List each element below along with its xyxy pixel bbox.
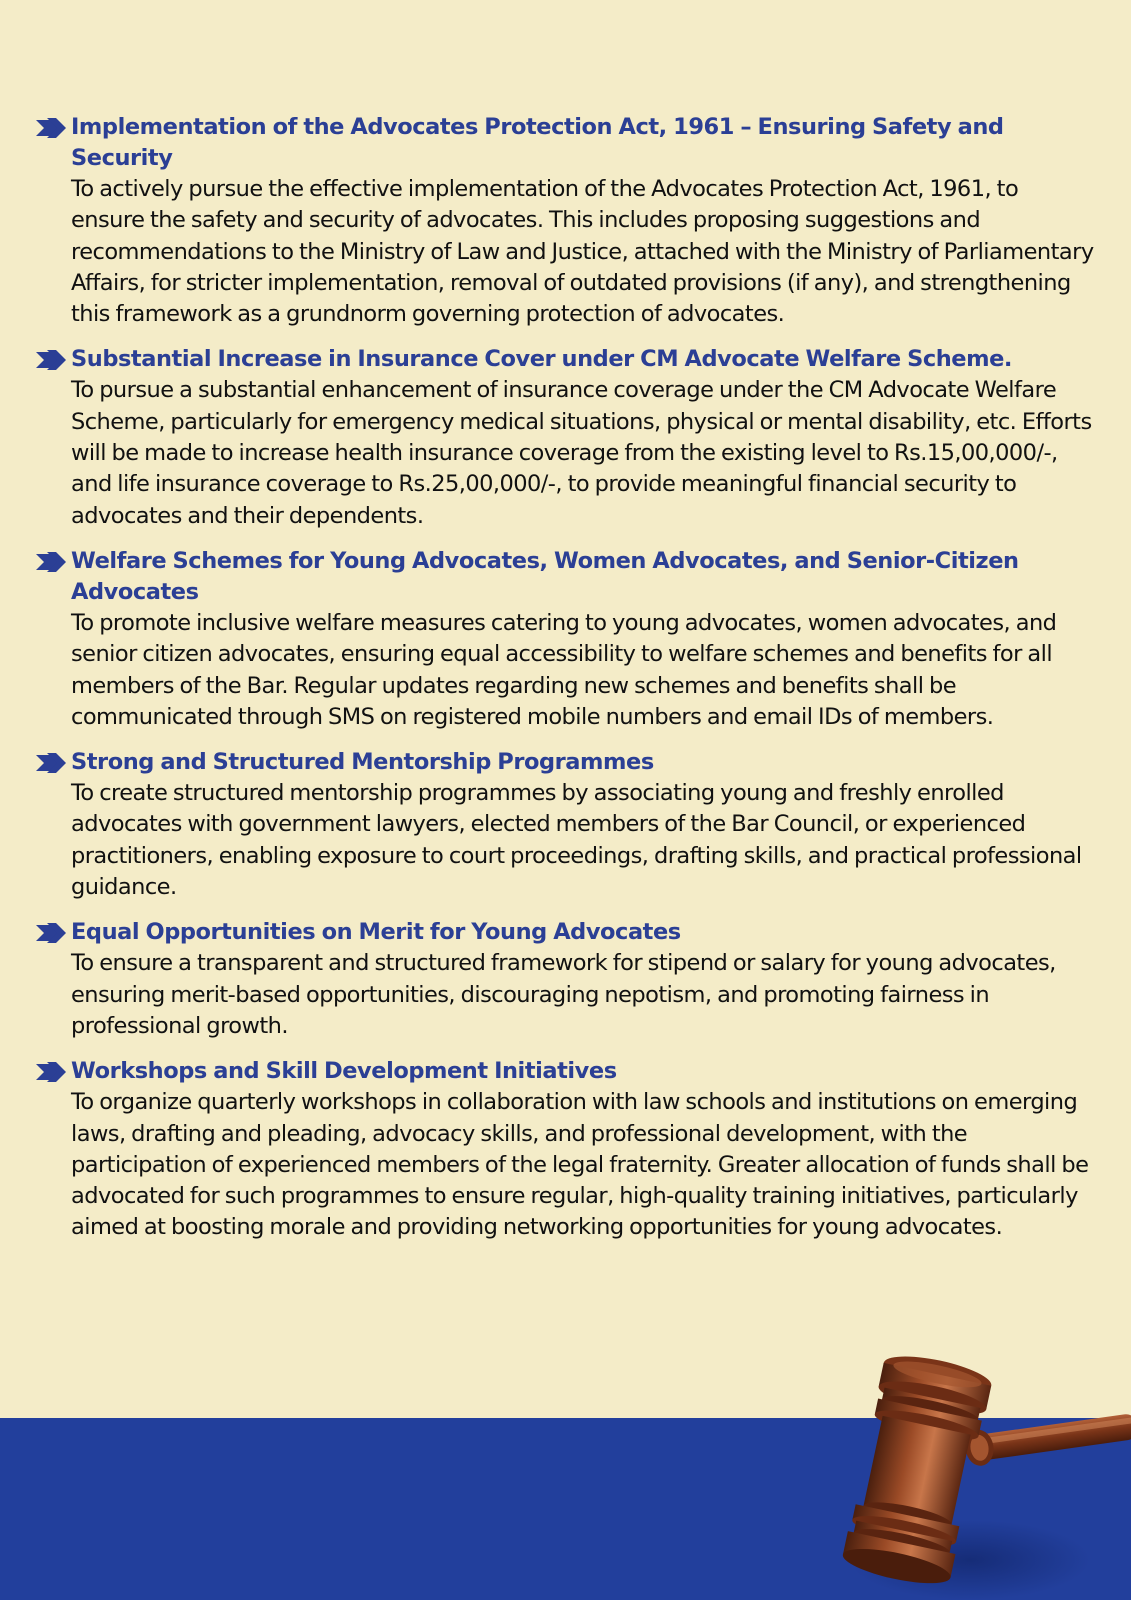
- chevron-bullet-icon: [36, 753, 66, 773]
- section-heading: Equal Opportunities on Merit for Young Advocates: [71, 919, 681, 946]
- chevron-bullet-icon: [36, 1062, 66, 1082]
- section-insurance-cover: [36, 344, 1096, 531]
- chevron-bullet-icon: [36, 118, 66, 138]
- section-mentorship: [36, 747, 1096, 903]
- section-heading: Workshops and Skill Development Initiatives: [71, 1058, 617, 1085]
- section-heading: Strong and Structured Mentorship Programmes: [71, 749, 654, 776]
- section-equal-opportunities: [36, 917, 1096, 1042]
- section-workshops: [36, 1056, 1096, 1243]
- section-body: To actively pursue the effective implementation of the Advocates Protection Act, 1961, to ensure the safety and security of advocates. This includes proposing suggestions and recommendations to the Ministry of Law and Justice, attached with the Ministry of Parliamentary Affairs, for stricter implementation, removal of outdated provisions (if any), and strengthening this framework as a grundnorm governing protection of advocates.: [71, 176, 1094, 328]
- manifesto-list: [36, 112, 1096, 1258]
- section-heading: Welfare Schemes for Young Advocates, Women Advocates, and Senior-Citizen Advocates: [71, 547, 1019, 605]
- section-heading: Substantial Increase in Insurance Cover under CM Advocate Welfare Scheme.: [71, 346, 1012, 373]
- section-welfare-schemes: [36, 546, 1096, 733]
- chevron-bullet-icon: [36, 923, 66, 943]
- gavel-icon: [820, 1350, 1131, 1600]
- section-body: To ensure a transparent and structured framework for stipend or salary for young advocates, ensuring merit-based opportunities, discouraging nepotism, and promoting fairness in professional growth.: [71, 950, 1056, 1039]
- section-heading: Implementation of the Advocates Protection Act, 1961 – Ensuring Safety and Security: [71, 114, 1004, 171]
- section-body: To promote inclusive welfare measures catering to young advocates, women advocates, and senior citizen advocates, ensuring equal accessibility to welfare schemes and benefits for all members of the Bar. Regular updates regarding new schemes and benefits shall be communicated through SMS on registered mobile numbers and email IDs of members.: [71, 609, 1057, 730]
- chevron-bullet-icon: [36, 552, 66, 572]
- section-body: To create structured mentorship programmes by associating young and freshly enrolled advocates with government lawyers, elected members of the Bar Council, or experienced practitioners, enabling exposure to court proceedings, drafting skills, and practical professional guidance.: [71, 780, 1082, 901]
- chevron-bullet-icon: [36, 350, 66, 370]
- section-body: To pursue a substantial enhancement of insurance coverage under the CM Advocate Welfare Scheme, particularly for emergency medical situations, physical or mental disability, etc. Efforts will be made to increase health insurance coverage from the existing level to Rs.15,00,000/-, and life insurance coverage to Rs.25,00,000/-, to provide meaningful financial security to advocates and their dependents.: [71, 377, 1092, 529]
- section-body: To organize quarterly workshops in collaboration with law schools and institutions on emerging laws, drafting and pleading, advocacy skills, and professional development, with the participation of experienced members of the legal fraternity. Greater allocation of funds shall be advocated for such programmes to ensure regular, high-quality training initiatives, particularly aimed at boosting morale and providing networking opportunities for young advocates.: [71, 1089, 1089, 1241]
- section-advocates-protection-act: [36, 112, 1096, 330]
